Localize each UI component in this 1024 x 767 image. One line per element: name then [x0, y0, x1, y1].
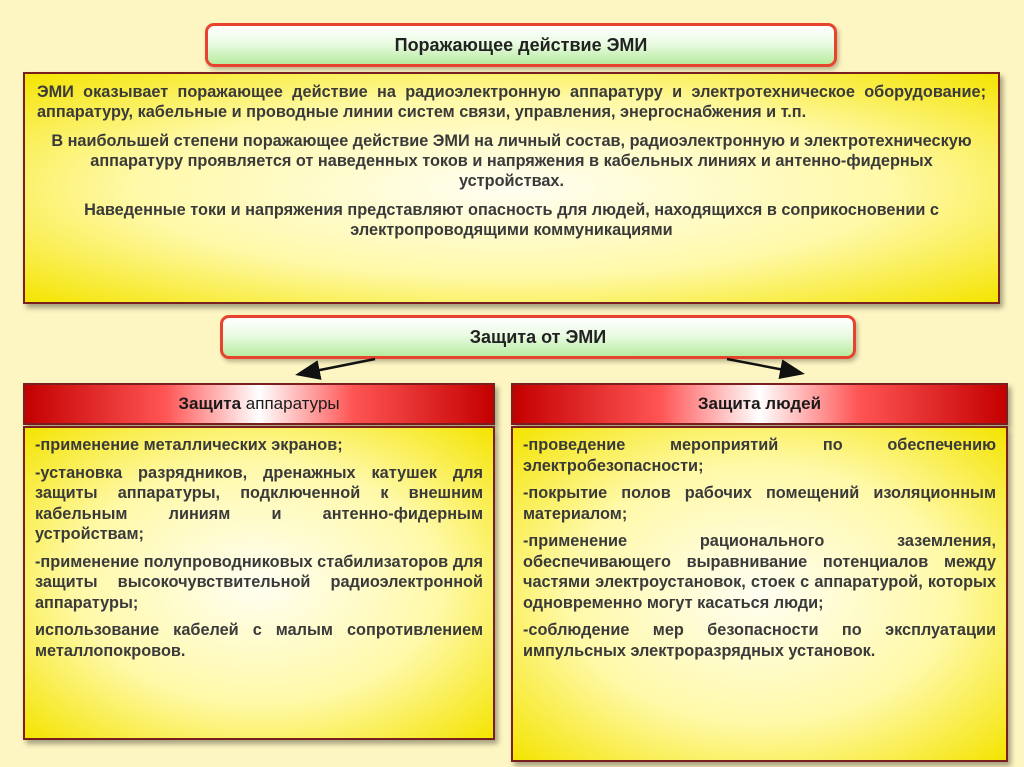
list-item: -проведение мероприятий по обеспечению электробезопасности;: [523, 436, 996, 475]
arrow-left: [300, 359, 375, 374]
list-item: -применение рационального заземления, обеспечивающего выравнивание потенциалов между частями электроустановок, стоек с аппаратурой, которых одновременно могут касаться люди;: [523, 532, 996, 612]
list-item: использование кабелей с малым сопротивлением металлопокровов.: [35, 621, 483, 660]
people-protection-list: [511, 426, 1008, 762]
people-header: Защита людей: [697, 394, 822, 413]
arrow-right: [727, 359, 800, 373]
list-item: -применение полупроводниковых стабилизаторов для защиты высокочувствительной радиоэлектронной аппаратуры;: [35, 552, 483, 612]
list-item: -установка разрядников, дренажных катушек для защиты аппаратуры, подключенной к внешним кабельным линиям и антенно-фидерным устройствам;: [35, 463, 483, 543]
people-protection-header: [511, 383, 1008, 425]
page-title: Поражающее действие ЭМИ: [394, 34, 648, 55]
list-item: -соблюдение мер безопасности по эксплуатации импульсных электроразрядных установок.: [523, 621, 996, 660]
intro-paragraph-3: Наведенные токи и напряжения представляют опасность для людей, находящихся в соприкосновении с электропроводящими коммуникациями: [84, 201, 939, 239]
equipment-protection-list: [23, 426, 495, 740]
protection-title: Защита от ЭМИ: [469, 326, 607, 347]
intro-paragraph-2: В наибольшей степени поражающее действие ЭМИ на личный состав, радиоэлектронную и электротехническую аппаратуру проявляется от наведенных токов и напряжения в кабельных линиях и антенно-фидерных устройствах.: [51, 132, 972, 190]
intro-paragraph-1: ЭМИ оказывает поражающее действие на радиоэлектронную аппаратуру и электротехническое оборудование; аппаратуру, кабельные и проводные линии систем связи, управления, энергоснабжения и т.п.: [37, 83, 986, 121]
equipment-header-bold: Защита: [178, 394, 242, 413]
list-item: -покрытие полов рабочих помещений изоляционным материалом;: [523, 484, 996, 523]
list-item: -применение металлических экранов;: [35, 436, 343, 454]
equipment-protection-header: [23, 383, 495, 425]
equipment-header-rest: аппаратуры: [245, 394, 340, 413]
